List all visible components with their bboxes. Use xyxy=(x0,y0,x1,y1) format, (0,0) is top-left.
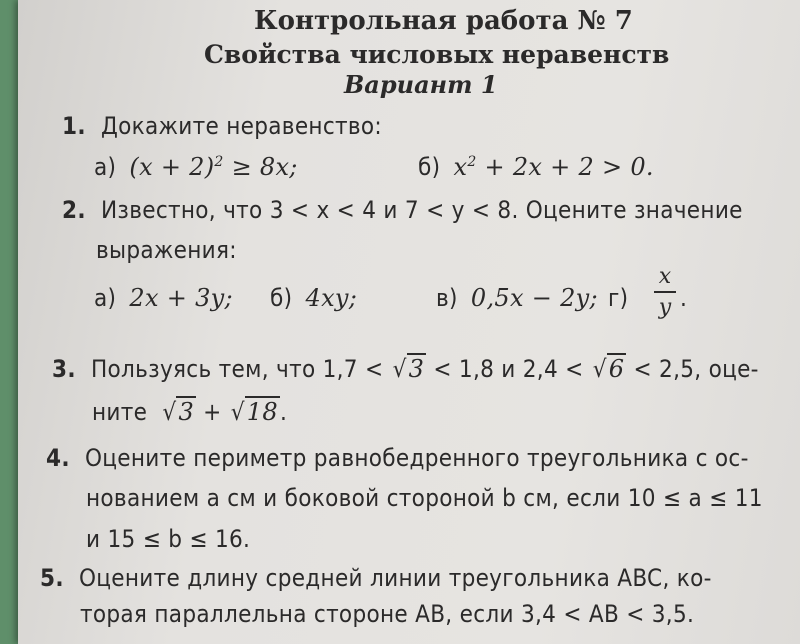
task-text: ните xyxy=(92,398,148,426)
task-number: 4. xyxy=(46,444,70,472)
task-1-item-a xyxy=(94,153,298,181)
item-expression: 0,5x − 2y; xyxy=(470,284,598,312)
worksheet-page xyxy=(18,0,800,644)
task-2-item-g-label: г) xyxy=(608,284,629,312)
task-number: 3. xyxy=(52,355,76,383)
square-root: √18 xyxy=(230,398,278,426)
fraction-numerator: x xyxy=(658,264,672,289)
task-number: 2. xyxy=(62,196,86,224)
item-expression: $(x + 2)^2 \ge 8x$; xyxy=(129,153,298,181)
task-1-item-b xyxy=(418,153,654,181)
task-2-statement-line-2: выражения: xyxy=(96,236,237,264)
item-label: в) xyxy=(436,284,458,312)
worksheet-title: Контрольная работа № 7 xyxy=(254,6,633,36)
item-expression: 2x + 3y; xyxy=(129,284,233,312)
item-label: а) xyxy=(94,153,117,181)
task-5-statement-line-1 xyxy=(40,564,712,592)
item-expression: $x^2 + 2x + 2 > 0$. xyxy=(453,153,654,181)
task-text: Пользуясь тем, что 1,7 < xyxy=(90,355,384,383)
fraction-bar xyxy=(654,291,676,293)
square-root: √6 xyxy=(592,355,625,383)
item-expression: 4xy; xyxy=(305,284,358,312)
task-3-statement-line-1 xyxy=(52,355,759,383)
square-root: √3 xyxy=(162,398,195,426)
worksheet-variant: Вариант 1 xyxy=(344,70,498,99)
item-label: а) xyxy=(94,284,117,312)
worksheet-subtitle: Свойства числовых неравенств xyxy=(204,40,670,69)
task-text: < 1,8 и 2,4 < xyxy=(433,355,584,383)
task-3-statement-line-2: ните √3 + √18. xyxy=(92,398,288,426)
task-2-statement-line-1 xyxy=(62,196,743,224)
task-text: Оцените длину средней линии треугольника ABC, ко- xyxy=(78,564,712,592)
task-number: 5. xyxy=(40,564,64,592)
task-2-item-v xyxy=(436,284,598,312)
task-text: Оцените периметр равнобедренного треугольника с ос- xyxy=(84,444,749,472)
task-5-statement-line-2: торая параллельна стороне AB, если 3,4 < AB < 3,5. xyxy=(80,600,695,628)
fraction-denominator: y xyxy=(658,295,672,320)
task-text: Известно, что 3 < x < 4 и 7 < y < 8. Оцените значение xyxy=(100,196,743,224)
item-label: б) xyxy=(418,153,441,181)
task-1-statement xyxy=(62,112,382,140)
task-2-item-a xyxy=(94,284,233,312)
item-label: б) xyxy=(270,284,293,312)
task-2-item-b xyxy=(270,284,357,312)
task-4-statement-line-1 xyxy=(46,444,749,472)
task-2-item-g-dot: . xyxy=(680,284,688,312)
task-4-statement-line-3: и 15 ≤ b ≤ 16. xyxy=(86,525,251,553)
task-2-item-g-fraction xyxy=(654,264,676,320)
task-number: 1. xyxy=(62,112,86,140)
task-4-statement-line-2: нованием a см и боковой стороной b см, если 10 ≤ a ≤ 11 xyxy=(86,484,763,512)
task-text: < 2,5, оце- xyxy=(633,355,759,383)
task-text: Докажите неравенство: xyxy=(100,112,382,140)
square-root: √3 xyxy=(392,355,425,383)
